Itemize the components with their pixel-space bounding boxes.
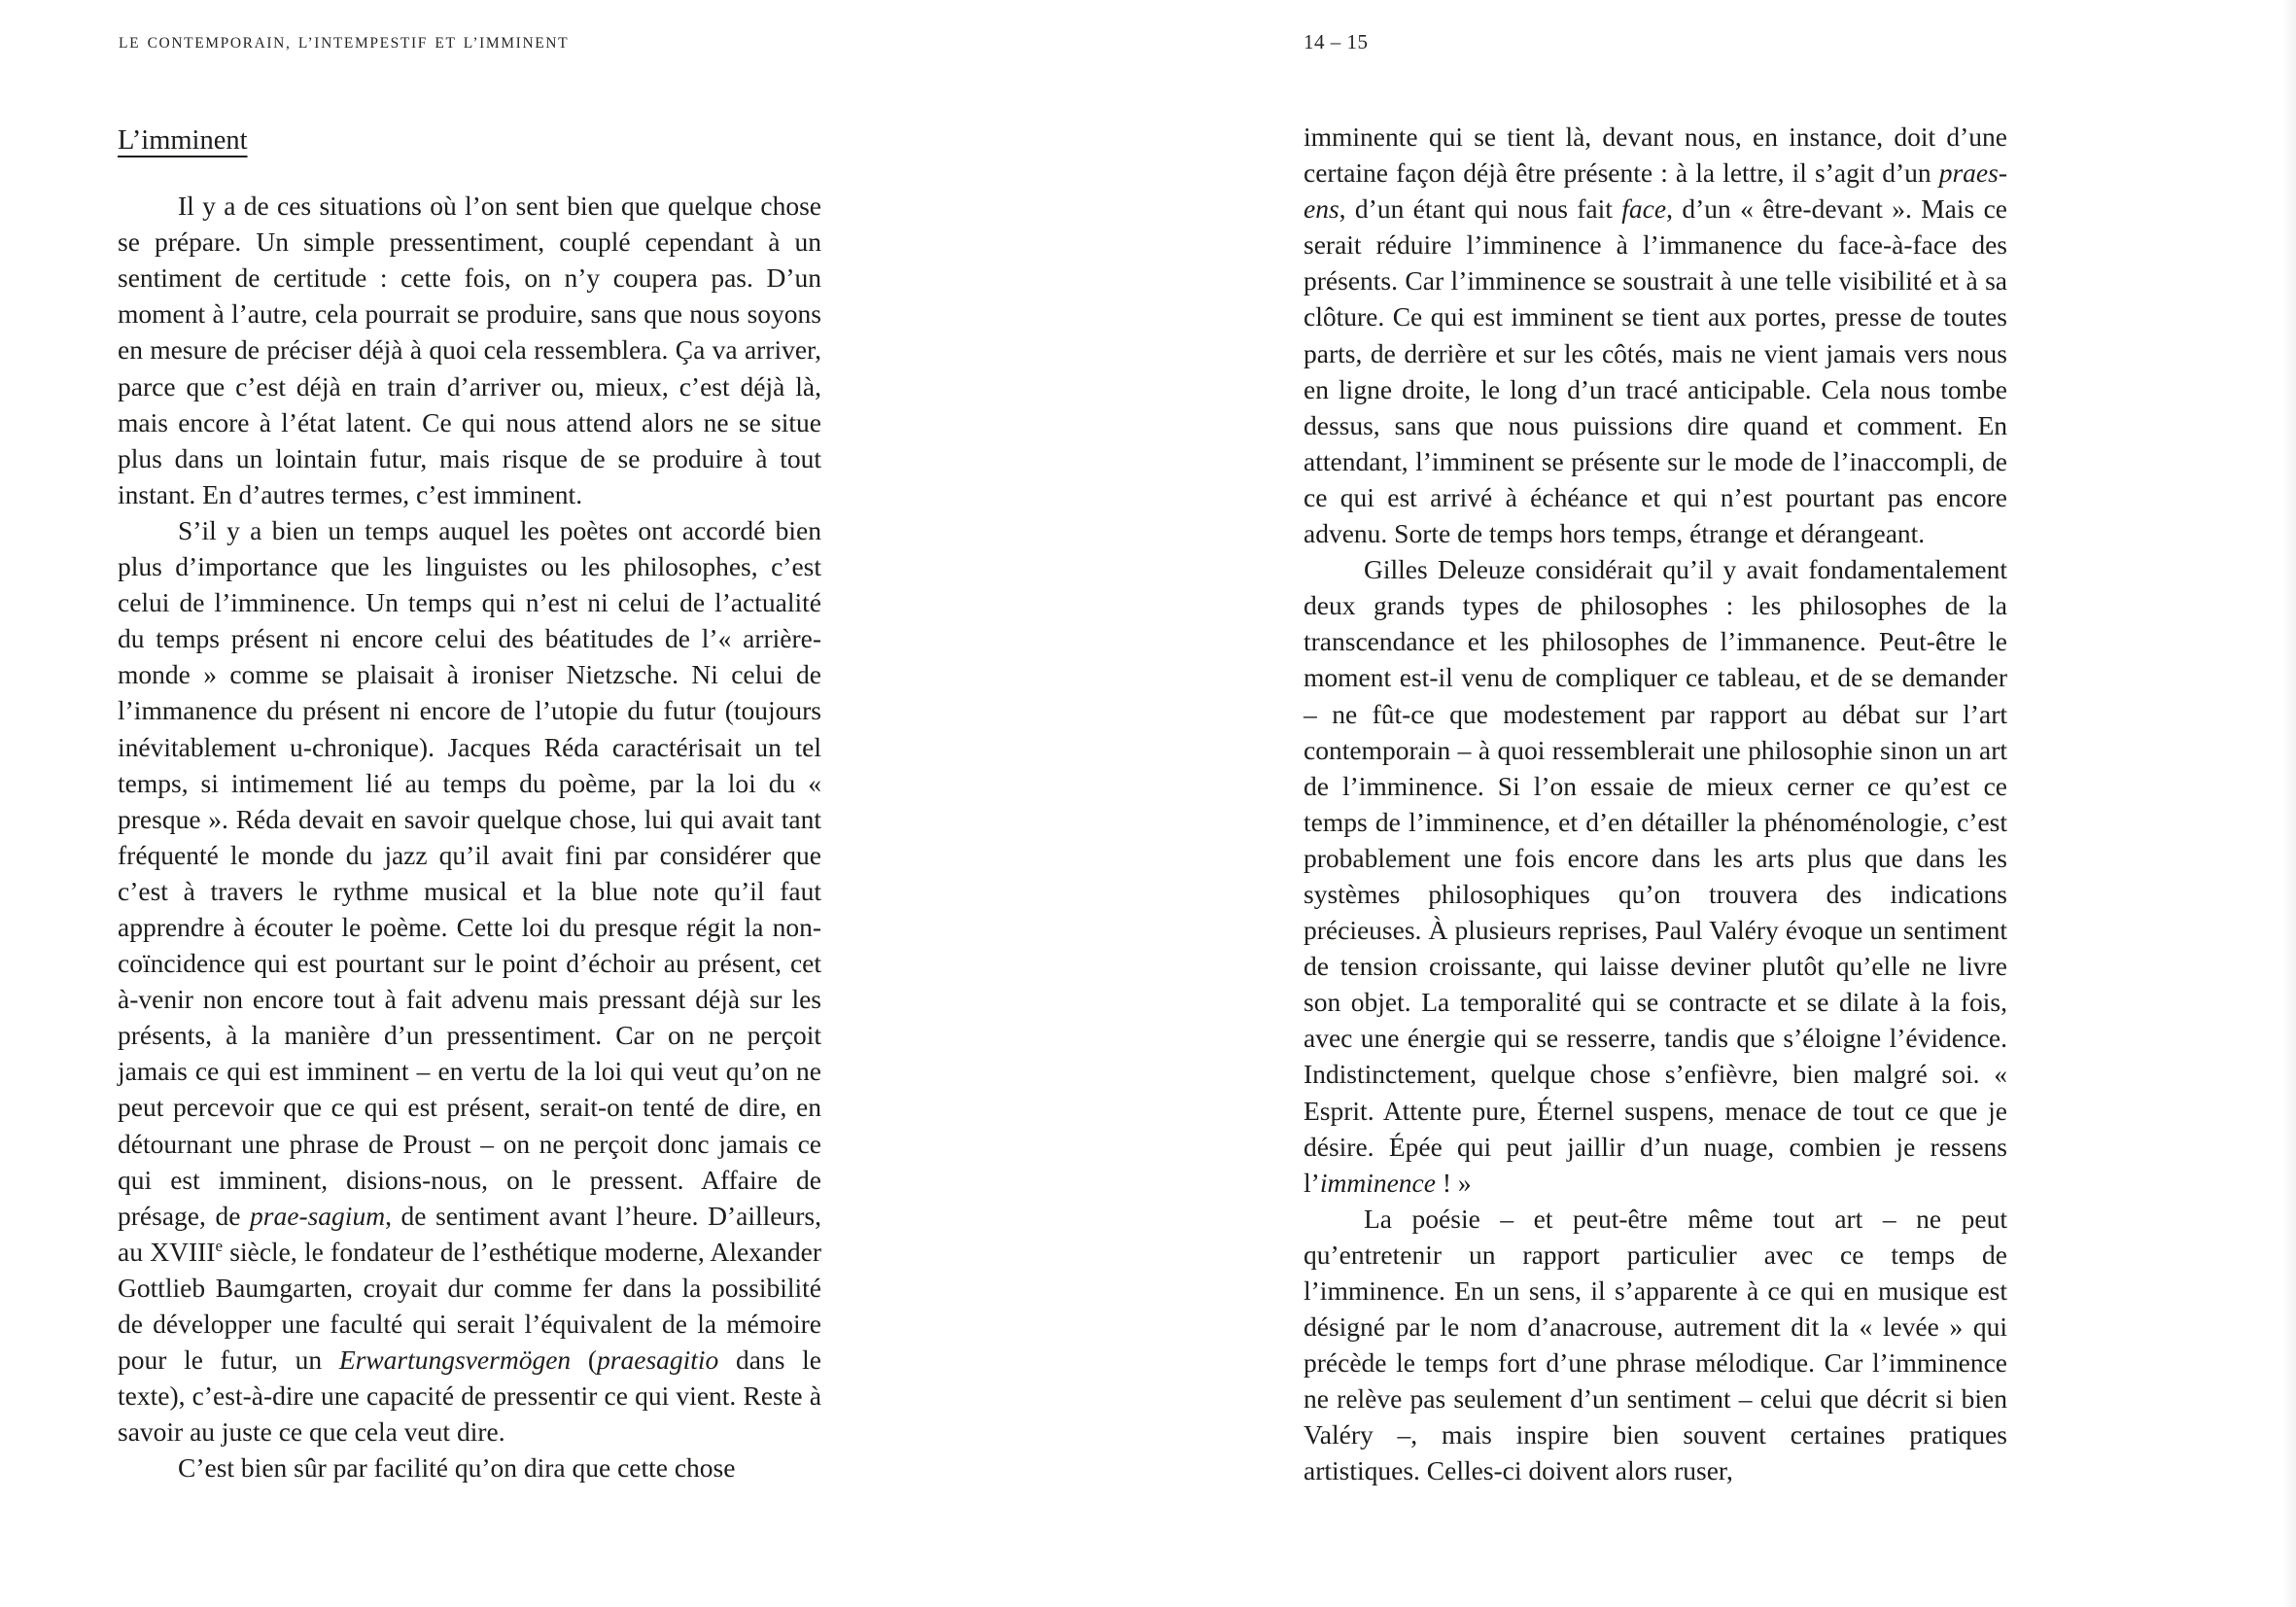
left-page-text-column [118, 122, 821, 1485]
right-page-text-column [1304, 119, 2007, 1489]
paragraph: Il y a de ces situations où l’on sent bien que quelque chose se prépare. Un simple pressentiment, couplé cependant à un sentiment de certitude : cette fois, on n’y coupera pas. D’un moment à l’autre, cela pourrait se produire, sans que nous soyons en mesure de préciser déjà à quoi cela ressemblera. Ça va arriver, parce que c’est déjà en train d’arriver ou, mieux, c’est déjà là, mais encore à l’état latent. Ce qui nous attend alors ne se situe plus dans un lointain futur, mais risque de se produire à tout instant. En d’autres termes, c’est imminent. [118, 191, 821, 509]
paragraph: S’il y a bien un temps auquel les poètes ont accordé bien plus d’importance que les linguistes ou les philosophes, c’est celui de l’imminence. Un temps qui n’est ni celui de l’actualité du temps présent ni encore celui des béatitudes de l’« arrière-monde » comme se plaisait à ironiser Nietzsche. Ni celui de l’immanence du présent ni encore de l’utopie du futur (toujours inévitablement u-chronique). Jacques Réda caractérisait un tel temps, si intimement lié au temps du poème, par la loi du « presque ». Réda devait en savoir quelque chose, lui qui avait tant fréquenté le monde du jazz qu’il avait fini par considérer que c’est à travers le rythme musical et la blue note qu’il faut apprendre à écouter le poème. Cette loi du presque régit la non-coïncidence qui est pourtant sur le point d’échoir au présent, cet à-venir non encore tout à fait advenu mais pressant déjà sur les présents, à la manière d’un pressentiment. Car on ne perçoit jamais ce qui est imminent – en vertu de la loi qui veut qu’on ne peut percevoir que ce qui est présent, serait-on tenté de dire, en détournant une phrase de Proust – on ne perçoit donc jamais ce qui est imminent, disions-nous, on le pressent. Affaire de présage, de prae-sagium, de sentiment avant l’heure. D’ailleurs, au XVIIIe siècle, le fondateur de l’esthétique moderne, Alexander Gottlieb Baumgarten, croyait dur comme fer dans la possibilité de développer une faculté qui serait l’équivalent de la mémoire pour le futur, un Erwartungsvermögen (praesagitio dans le texte), c’est-à-dire une capacité de pressentir ce qui vient. Reste à savoir au juste ce que cela veut dire. [118, 514, 821, 1448]
running-header: LE CONTEMPORAIN, L’INTEMPESTIF ET L’IMMINENT [119, 35, 570, 52]
paragraph: imminente qui se tient là, devant nous, en instance, doit d’une certaine façon déjà être présente : à la lettre, il s’agit d’un praes-ens, d’un étant qui nous fait face, d’un « être-devant ». Mais ce serait réduire l’imminence à l’immanence du face-à-face des présents. Car l’imminence se soustrait à une telle visibilité et à sa clôture. Ce qui est imminent se tient aux portes, presse de toutes parts, de derrière et sur les côtés, mais ne vient jamais vers nous en ligne droite, le long d’un tracé anticipable. Cela nous tombe dessus, sans que nous puissions dire quand et comment. En attendant, l’imminent se présente sur le mode de l’inaccompli, de ce qui est arrivé à échéance et qui n’est pourtant pas encore advenu. Sorte de temps hors temps, étrange et dérangeant. [1304, 122, 2007, 549]
paragraph: C’est bien sûr par facilité qu’on dira que cette chose [178, 1452, 736, 1484]
paragraph: La poésie – et peut-être même tout art – ne peut qu’entretenir un rapport particulier avec ce temps de l’imminence. En un sens, il s’apparente à ce qui en musique est désigné par le nom d’anacrouse, autrement dit la « levée » qui précède le temps fort d’une phrase mélodique. Car l’imminence ne relève pas seulement d’un sentiment – celui que décrit si bien Valéry –, mais inspire bien souvent certaines pratiques artistiques. Celles-ci doivent alors ruser, [1304, 1203, 2007, 1486]
section-heading: L’imminent [118, 125, 248, 156]
left-page-paragraphs [118, 188, 821, 1485]
right-page-paragraphs [1304, 119, 2007, 1489]
page-edge-shadow [2282, 0, 2296, 1607]
paragraph: Gilles Deleuze considérait qu’il y avait fondamentalement deux grands types de philosophes : les philosophes de la transcendance et les philosophes de l’immanence. Peut-être le moment est-il venu de compliquer ce tableau, et de se demander – ne fût-ce que modestement par rapport au débat sur l’art contemporain – à quoi ressemblerait une philosophie sinon un art de l’imminence. Si l’on essaie de mieux cerner ce qu’est ce temps de l’imminence, et d’en détailler la phénoménologie, c’est probablement une fois encore dans les arts plus que dans les systèmes philosophiques qu’on trouvera des indications précieuses. À plusieurs reprises, Paul Valéry évoque un sentiment de tension croissante, qui laisse deviner plutôt qu’elle ne livre son objet. La temporalité qui se contracte et se dilate à la fois, avec une énergie qui se resserre, tandis que s’éloigne l’évidence. Indistinctement, quelque chose s’enfièvre, bien malgré soi. « Esprit. Attente pure, Éternel suspens, menace de tout ce que je désire. Épée qui peut jaillir d’un nuage, combien je ressens l’imminence ! » [1304, 554, 2007, 1198]
page-numbers: 14 – 15 [1304, 30, 1369, 53]
